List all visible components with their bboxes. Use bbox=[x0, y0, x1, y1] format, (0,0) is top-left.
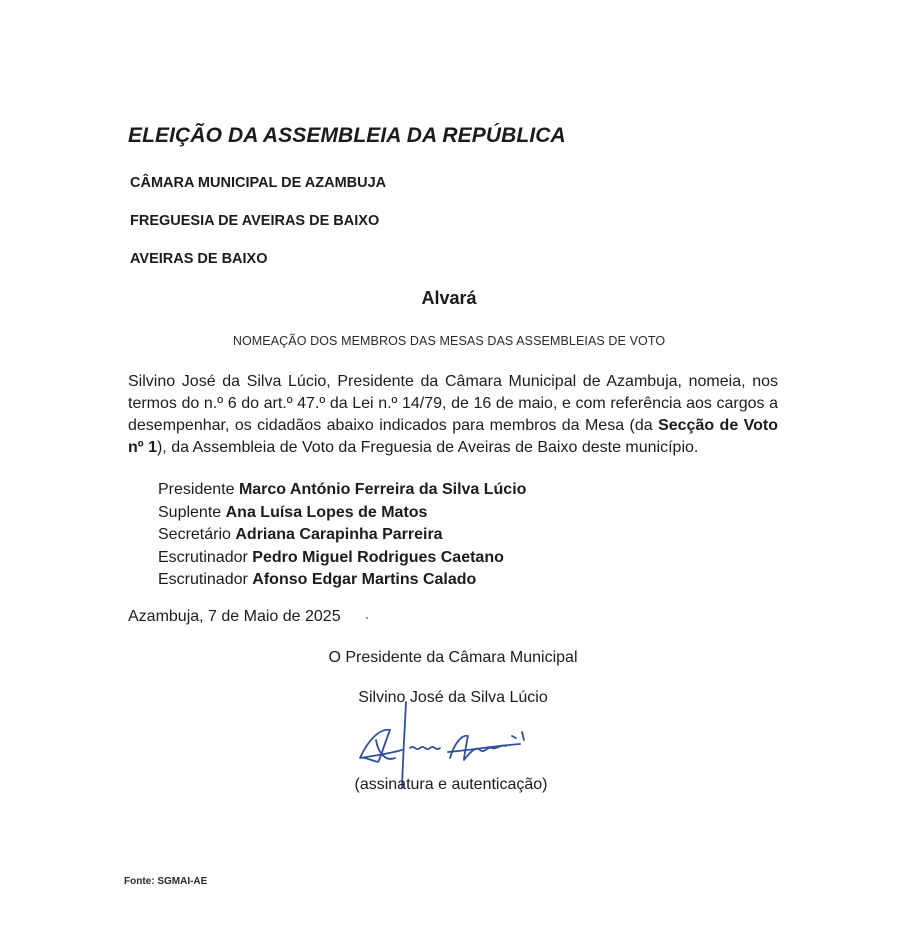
paragraph-text-2: ), da Assembleia de Voto da Freguesia de Aveiras de Baixo deste município. bbox=[156, 439, 699, 456]
member-role: Escrutinador bbox=[158, 548, 248, 566]
paragraph-text-1: Silvino José da Silva Lúcio, Presidente da Câmara Municipal de Azambuja, nomeia, nos termos do n.º 6 do art.º 47.º da Lei n.º 14/79, de 16 de maio, e com referência aos cargos a desempenhar, os cidadãos abaixo indicados para membros da Mesa (da bbox=[128, 373, 778, 434]
locality-heading: AVEIRAS DE BAIXO bbox=[130, 251, 268, 267]
member-role: Suplente bbox=[158, 503, 222, 521]
source-note: Fonte: SGMAI-AE bbox=[124, 876, 208, 887]
member-row bbox=[158, 524, 526, 547]
stray-mark bbox=[366, 617, 368, 619]
nomination-paragraph bbox=[128, 371, 778, 459]
member-row bbox=[158, 547, 526, 570]
member-row bbox=[158, 569, 526, 592]
member-role: Presidente bbox=[158, 481, 235, 498]
polling-section-label: Secção de Voto nº 1 bbox=[128, 417, 778, 456]
member-name: Ana Luísa Lopes de Matos bbox=[225, 503, 428, 521]
president-title: O Presidente da Câmara Municipal bbox=[328, 649, 578, 666]
member-role: Escrutinador bbox=[158, 571, 248, 588]
president-name: Silvino José da Silva Lúcio bbox=[358, 689, 548, 706]
member-name: Pedro Miguel Rodrigues Caetano bbox=[252, 548, 504, 566]
place-date: Azambuja, 7 de Maio de 2025 bbox=[128, 608, 341, 625]
municipality-heading: CÂMARA MUNICIPAL DE AZAMBUJA bbox=[130, 175, 387, 191]
members-list bbox=[158, 479, 526, 592]
member-role: Secretário bbox=[158, 526, 231, 543]
member-name: Marco António Ferreira da Silva Lúcio bbox=[238, 481, 527, 498]
election-title: ELEIÇÃO DA ASSEMBLEIA DA REPÚBLICA bbox=[128, 124, 566, 147]
member-row bbox=[158, 502, 526, 525]
document-title: Alvará bbox=[421, 288, 477, 308]
member-name: Afonso Edgar Martins Calado bbox=[252, 571, 477, 588]
document-subtitle: NOMEAÇÃO DOS MEMBROS DAS MESAS DAS ASSEMBLEIAS DE VOTO bbox=[232, 334, 666, 348]
parish-heading: FREGUESIA DE AVEIRAS DE BAIXO bbox=[130, 213, 380, 229]
signature-caption: (assinatura e autenticação) bbox=[354, 776, 548, 793]
member-name: Adriana Carapinha Parreira bbox=[235, 526, 443, 543]
member-row bbox=[158, 479, 526, 502]
